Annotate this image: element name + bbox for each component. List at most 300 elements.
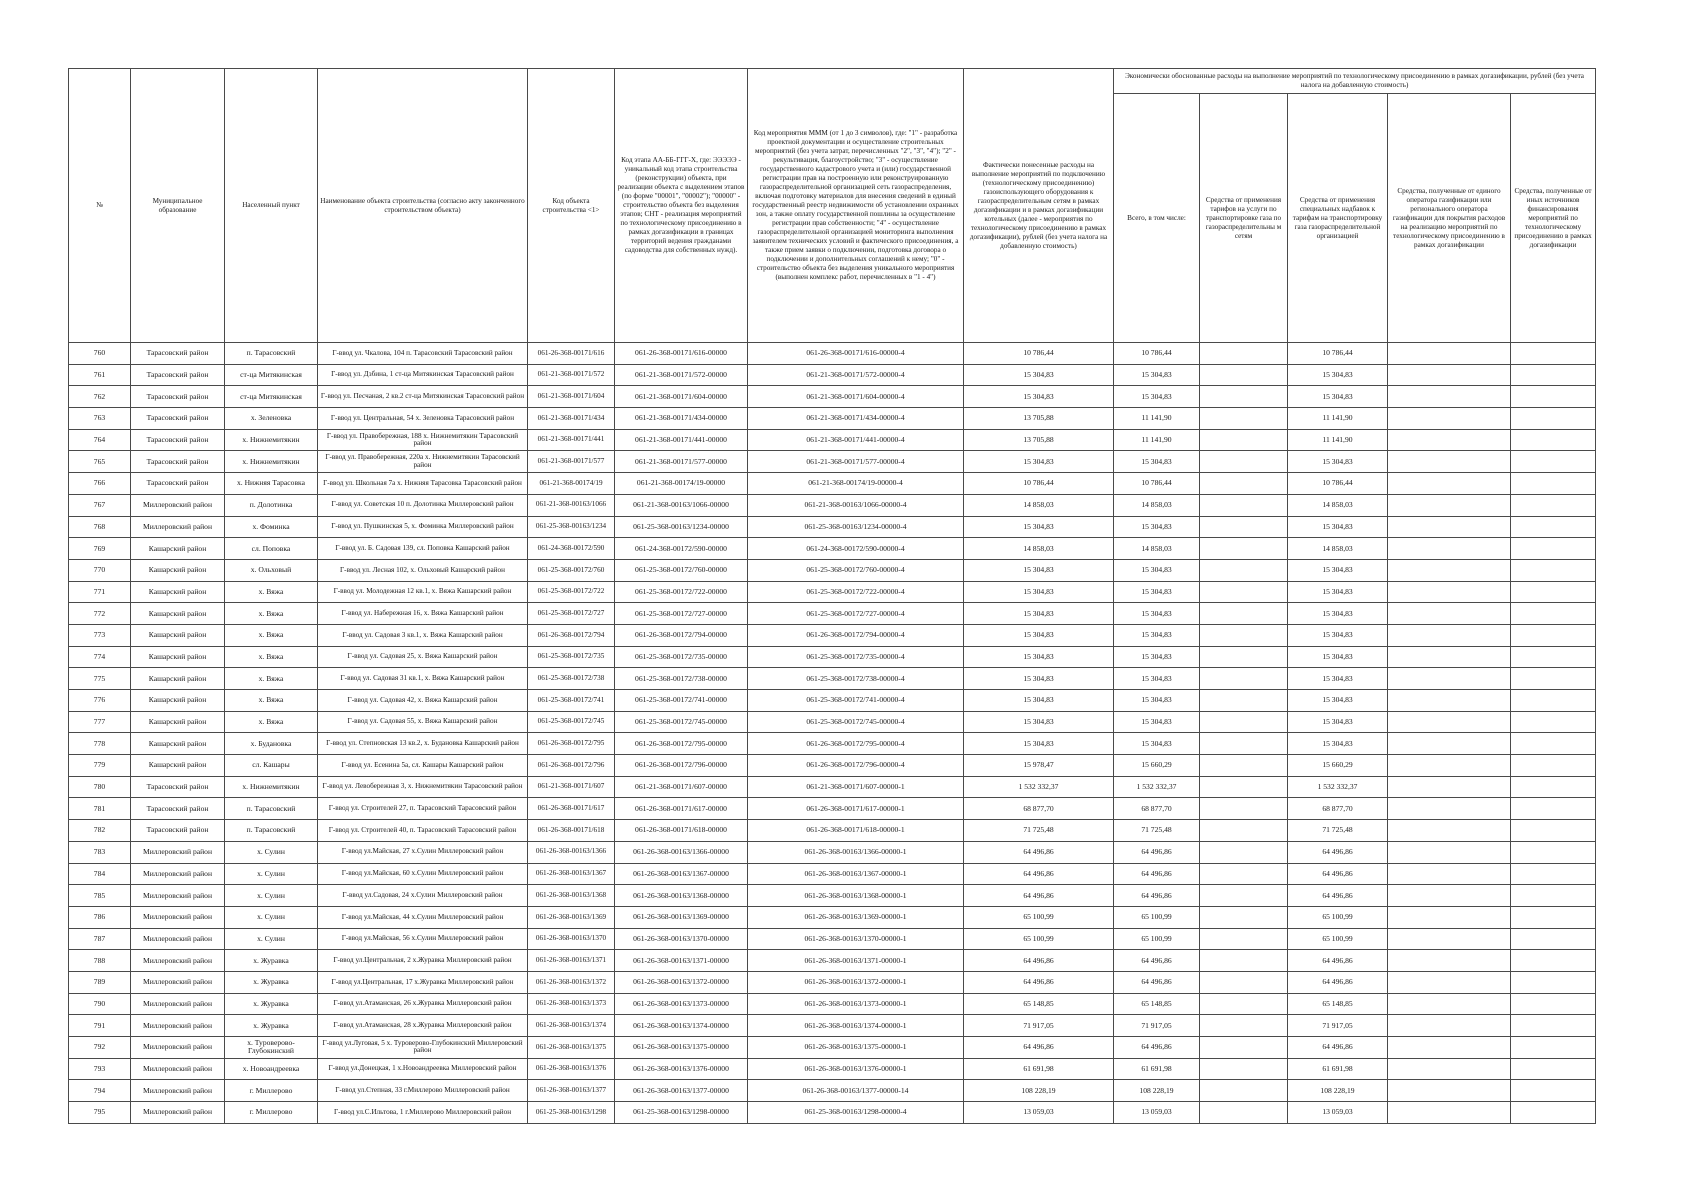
operator-funds-cell (1388, 798, 1511, 820)
actual-costs-cell: 64 496,86 (964, 885, 1114, 907)
other-funds-cell (1511, 1037, 1596, 1059)
stage-code-cell: 061-26-368-00172/795-00000 (615, 733, 748, 755)
object-code-cell: 061-26-368-00172/796 (528, 755, 615, 777)
total-cell: 10 786,44 (1114, 473, 1200, 495)
object-name-cell: Г-ввод ул.Садовая, 24 х.Сулин Миллеровский район (318, 885, 528, 907)
actual-costs-cell: 15 304,83 (964, 733, 1114, 755)
operator-funds-cell (1388, 581, 1511, 603)
row-number: 778 (69, 733, 131, 755)
municipality-cell: Миллеровский район (131, 1102, 225, 1124)
row-number: 794 (69, 1080, 131, 1102)
surcharge-funds-cell: 15 304,83 (1288, 690, 1388, 712)
other-funds-cell (1511, 559, 1596, 581)
stage-code-cell: 061-25-368-00163/1298-00000 (615, 1102, 748, 1124)
header-object-code: Код объекта строительства <1> (528, 69, 615, 343)
settlement-cell: х. Нижнемитякин (225, 776, 318, 798)
object-code-cell: 061-26-368-00172/794 (528, 624, 615, 646)
other-funds-cell (1511, 690, 1596, 712)
surcharge-funds-cell: 65 100,99 (1288, 928, 1388, 950)
event-code-cell: 061-26-368-00163/1370-00000-1 (748, 928, 964, 950)
event-code-cell: 061-26-368-00172/796-00000-4 (748, 755, 964, 777)
table-row (69, 1080, 1596, 1102)
event-code-cell: 061-26-368-00163/1367-00000-1 (748, 863, 964, 885)
object-name-cell: Г-ввод ул. Строителей 40, п. Тарасовский Тарасовский район (318, 820, 528, 842)
stage-code-cell: 061-25-368-00172/741-00000 (615, 690, 748, 712)
other-funds-cell (1511, 624, 1596, 646)
header-event-code: Код мероприятия МММ (от 1 до 3 символов), где: "1" - разработка проектной документации и осуществление строительных мероприятий (без учета затрат, перечисленных "2", "3", "4"); "2" - рекультивация, благоустройство; "3" - осуществление государственного кадастрового учета и (или) государственной регистрации прав на построенную или реконструированную газораспределительной организацией сеть газораспределения, включая подготовку материалов для внесения сведений в единый государственный реестр недвижимости об установлении охранных зон, а также оплату государственной пошлины за осуществление регистрации прав собственности; "4" - осуществление газораспределительной организацией мониторинга выполнения заявителем технических условий и фактического присоединения, а также прием заявки о подключении, подготовка договора о подключении и дополнительных соглашений к нему; "0" - строительство объекта без выделения уникального мероприятия (выполнен комплекс работ, перечисленных в "1 - 4") (748, 69, 964, 343)
document-sheet (68, 68, 1595, 1124)
settlement-cell: х. Будановка (225, 733, 318, 755)
tariff-funds-cell (1200, 1037, 1288, 1059)
total-cell: 65 100,99 (1114, 928, 1200, 950)
object-name-cell: Г-ввод ул. Чкалова, 104 п. Тарасовский Тарасовский район (318, 343, 528, 365)
object-name-cell: Г-ввод ул. Лесная 102, х. Ольховый Кашарский район (318, 559, 528, 581)
municipality-cell: Кашарский район (131, 624, 225, 646)
object-code-cell: 061-21-368-00163/1066 (528, 494, 615, 516)
object-code-cell: 061-21-368-00174/19 (528, 473, 615, 495)
object-name-cell: Г-ввод ул.Майская, 44 х.Сулин Миллеровский район (318, 906, 528, 928)
other-funds-cell (1511, 755, 1596, 777)
object-name-cell: Г-ввод ул. Степновская 13 кв.2, х. Будановка Кашарский район (318, 733, 528, 755)
municipality-cell: Кашарский район (131, 733, 225, 755)
operator-funds-cell (1388, 408, 1511, 430)
settlement-cell: х. Сулин (225, 928, 318, 950)
table-row (69, 386, 1596, 408)
municipality-cell: Миллеровский район (131, 1037, 225, 1059)
object-name-cell: Г-ввод ул.Центральная, 17 х.Журавка Миллеровский район (318, 971, 528, 993)
actual-costs-cell: 15 304,83 (964, 646, 1114, 668)
object-code-cell: 061-21-368-00171/441 (528, 429, 615, 451)
actual-costs-cell: 14 858,03 (964, 494, 1114, 516)
settlement-cell: х. Сулин (225, 906, 318, 928)
settlement-cell: сл. Поповка (225, 538, 318, 560)
table-row (69, 516, 1596, 538)
actual-costs-cell: 64 496,86 (964, 950, 1114, 972)
object-code-cell: 061-25-368-00172/745 (528, 711, 615, 733)
surcharge-funds-cell: 71 725,48 (1288, 820, 1388, 842)
object-code-cell: 061-26-368-00163/1375 (528, 1037, 615, 1059)
object-code-cell: 061-25-368-00172/722 (528, 581, 615, 603)
other-funds-cell (1511, 451, 1596, 473)
object-name-cell: Г-ввод ул. Садовая 25, х. Вяжа Кашарский район (318, 646, 528, 668)
table-row (69, 798, 1596, 820)
other-funds-cell (1511, 429, 1596, 451)
table-row (69, 668, 1596, 690)
municipality-cell: Тарасовский район (131, 386, 225, 408)
settlement-cell: х. Вяжа (225, 711, 318, 733)
tariff-funds-cell (1200, 1080, 1288, 1102)
settlement-cell: п. Тарасовский (225, 820, 318, 842)
object-name-cell: Г-ввод ул. Советская 10 п. Долотинка Миллеровский район (318, 494, 528, 516)
actual-costs-cell: 15 304,83 (964, 516, 1114, 538)
object-code-cell: 061-26-368-00163/1376 (528, 1058, 615, 1080)
table-row (69, 451, 1596, 473)
stage-code-cell: 061-26-368-00171/617-00000 (615, 798, 748, 820)
surcharge-funds-cell: 15 304,83 (1288, 581, 1388, 603)
surcharge-funds-cell: 64 496,86 (1288, 950, 1388, 972)
settlement-cell: х. Вяжа (225, 581, 318, 603)
object-name-cell: Г-ввод ул. Центральная, 54 х. Зеленовка Тарасовский район (318, 408, 528, 430)
surcharge-funds-cell: 64 496,86 (1288, 863, 1388, 885)
municipality-cell: Миллеровский район (131, 993, 225, 1015)
table-row (69, 408, 1596, 430)
event-code-cell: 061-21-368-00171/604-00000-4 (748, 386, 964, 408)
actual-costs-cell: 15 304,83 (964, 364, 1114, 386)
settlement-cell: х. Зеленовка (225, 408, 318, 430)
other-funds-cell (1511, 581, 1596, 603)
stage-code-cell: 061-25-368-00163/1234-00000 (615, 516, 748, 538)
event-code-cell: 061-25-368-00172/735-00000-4 (748, 646, 964, 668)
actual-costs-cell: 13 705,88 (964, 429, 1114, 451)
event-code-cell: 061-21-368-00171/577-00000-4 (748, 451, 964, 473)
operator-funds-cell (1388, 885, 1511, 907)
tariff-funds-cell (1200, 841, 1288, 863)
row-number: 770 (69, 559, 131, 581)
object-code-cell: 061-26-368-00163/1369 (528, 906, 615, 928)
header-other-funds: Средства, полученные от иных источников финансирования мероприятий по технологическому присоединению в рамках догазификации (1511, 94, 1596, 343)
stage-code-cell: 061-25-368-00172/727-00000 (615, 603, 748, 625)
settlement-cell: х. Вяжа (225, 646, 318, 668)
surcharge-funds-cell: 15 304,83 (1288, 624, 1388, 646)
object-name-cell: Г-ввод ул.Атаманская, 28 х.Журавка Миллеровский район (318, 1015, 528, 1037)
header-actual-costs: Фактически понесенные расходы на выполнение мероприятий по подключению (технологическому присоединению) газоиспользующего оборудования к газораспределительным сетям в рамках догазификации и в рамках догазификации котельных (далее - мероприятия по технологическому присоединению в рамках догазификации), рублей (без учета налога на добавленную стоимость) (964, 69, 1114, 343)
municipality-cell: Миллеровский район (131, 1015, 225, 1037)
tariff-funds-cell (1200, 646, 1288, 668)
stage-code-cell: 061-26-368-00163/1373-00000 (615, 993, 748, 1015)
object-name-cell: Г-ввод ул. Садовая 55, х. Вяжа Кашарский район (318, 711, 528, 733)
row-number: 777 (69, 711, 131, 733)
surcharge-funds-cell: 15 304,83 (1288, 646, 1388, 668)
total-cell: 15 304,83 (1114, 559, 1200, 581)
table-row (69, 581, 1596, 603)
row-number: 791 (69, 1015, 131, 1037)
object-code-cell: 061-26-368-00163/1367 (528, 863, 615, 885)
object-name-cell: Г-ввод ул. Левобережная 3, х. Нижнемитякин Тарасовский район (318, 776, 528, 798)
table-row (69, 473, 1596, 495)
settlement-cell: х. Ольховый (225, 559, 318, 581)
total-cell: 14 858,03 (1114, 538, 1200, 560)
actual-costs-cell: 14 858,03 (964, 538, 1114, 560)
stage-code-cell: 061-21-368-00171/434-00000 (615, 408, 748, 430)
other-funds-cell (1511, 386, 1596, 408)
municipality-cell: Миллеровский район (131, 971, 225, 993)
tariff-funds-cell (1200, 906, 1288, 928)
operator-funds-cell (1388, 820, 1511, 842)
event-code-cell: 061-26-368-00163/1368-00000-1 (748, 885, 964, 907)
operator-funds-cell (1388, 690, 1511, 712)
header-tariff-funds: Средства от применения тарифов на услуги по транспортировке газа по газораспределительны м сетям (1200, 94, 1288, 343)
other-funds-cell (1511, 950, 1596, 972)
header-surcharge-funds: Средства от применения специальных надбавок к тарифам на транспортировку газа газораспределительной организацией (1288, 94, 1388, 343)
stage-code-cell: 061-21-368-00174/19-00000 (615, 473, 748, 495)
operator-funds-cell (1388, 1102, 1511, 1124)
stage-code-cell: 061-25-368-00172/735-00000 (615, 646, 748, 668)
tariff-funds-cell (1200, 950, 1288, 972)
municipality-cell: Тарасовский район (131, 820, 225, 842)
tariff-funds-cell (1200, 516, 1288, 538)
other-funds-cell (1511, 603, 1596, 625)
table-row (69, 711, 1596, 733)
actual-costs-cell: 68 877,70 (964, 798, 1114, 820)
object-name-cell: Г-ввод ул. Б. Садовая 139, сл. Поповка Кашарский район (318, 538, 528, 560)
row-number: 763 (69, 408, 131, 430)
object-code-cell: 061-26-368-00163/1373 (528, 993, 615, 1015)
stage-code-cell: 061-21-368-00171/607-00000 (615, 776, 748, 798)
total-cell: 71 725,48 (1114, 820, 1200, 842)
total-cell: 15 304,83 (1114, 690, 1200, 712)
stage-code-cell: 061-21-368-00163/1066-00000 (615, 494, 748, 516)
header-municipality: Муниципальное образование (131, 69, 225, 343)
table-row (69, 863, 1596, 885)
row-number: 788 (69, 950, 131, 972)
actual-costs-cell: 15 304,83 (964, 581, 1114, 603)
object-code-cell: 061-26-368-00163/1366 (528, 841, 615, 863)
surcharge-funds-cell: 11 141,90 (1288, 408, 1388, 430)
object-name-cell: Г-ввод ул.Степная, 33 г.Миллерово Миллеровский район (318, 1080, 528, 1102)
surcharge-funds-cell: 14 858,03 (1288, 494, 1388, 516)
event-code-cell: 061-26-368-00163/1371-00000-1 (748, 950, 964, 972)
object-name-cell: Г-ввод ул. Молодежная 12 кв.1, х. Вяжа Кашарский район (318, 581, 528, 603)
total-cell: 64 496,86 (1114, 841, 1200, 863)
municipality-cell: Кашарский район (131, 603, 225, 625)
object-code-cell: 061-26-368-00171/618 (528, 820, 615, 842)
object-code-cell: 061-25-368-00172/760 (528, 559, 615, 581)
operator-funds-cell (1388, 733, 1511, 755)
settlement-cell: х. Сулин (225, 863, 318, 885)
other-funds-cell (1511, 993, 1596, 1015)
object-code-cell: 061-21-368-00171/434 (528, 408, 615, 430)
actual-costs-cell: 13 705,88 (964, 408, 1114, 430)
surcharge-funds-cell: 65 100,99 (1288, 906, 1388, 928)
object-code-cell: 061-21-368-00171/607 (528, 776, 615, 798)
settlement-cell: х. Журавка (225, 993, 318, 1015)
object-code-cell: 061-21-368-00171/572 (528, 364, 615, 386)
event-code-cell: 061-21-368-00163/1066-00000-4 (748, 494, 964, 516)
municipality-cell: Миллеровский район (131, 1080, 225, 1102)
stage-code-cell: 061-26-368-00163/1368-00000 (615, 885, 748, 907)
actual-costs-cell: 61 691,98 (964, 1058, 1114, 1080)
other-funds-cell (1511, 408, 1596, 430)
operator-funds-cell (1388, 386, 1511, 408)
tariff-funds-cell (1200, 993, 1288, 1015)
stage-code-cell: 061-26-368-00163/1369-00000 (615, 906, 748, 928)
row-number: 766 (69, 473, 131, 495)
row-number: 765 (69, 451, 131, 473)
object-name-cell: Г-ввод ул. Набережная 16, х. Вяжа Кашарский район (318, 603, 528, 625)
total-cell: 1 532 332,37 (1114, 776, 1200, 798)
table-row (69, 820, 1596, 842)
table-row (69, 950, 1596, 972)
operator-funds-cell (1388, 668, 1511, 690)
object-name-cell: Г-ввод ул. Дзбина, 1 ст-ца Митякинская Тарасовский район (318, 364, 528, 386)
stage-code-cell: 061-25-368-00172/722-00000 (615, 581, 748, 603)
settlement-cell: х. Нижнемитякин (225, 429, 318, 451)
surcharge-funds-cell: 15 304,83 (1288, 711, 1388, 733)
total-cell: 15 304,83 (1114, 668, 1200, 690)
municipality-cell: Кашарский район (131, 559, 225, 581)
actual-costs-cell: 15 304,83 (964, 690, 1114, 712)
tariff-funds-cell (1200, 603, 1288, 625)
event-code-cell: 061-26-368-00163/1375-00000-1 (748, 1037, 964, 1059)
object-name-cell: Г-ввод ул.Атаманская, 26 х.Журавка Миллеровский район (318, 993, 528, 1015)
operator-funds-cell (1388, 776, 1511, 798)
row-number: 781 (69, 798, 131, 820)
table-row (69, 755, 1596, 777)
stage-code-cell: 061-25-368-00172/760-00000 (615, 559, 748, 581)
row-number: 772 (69, 603, 131, 625)
row-number: 767 (69, 494, 131, 516)
surcharge-funds-cell: 15 304,83 (1288, 603, 1388, 625)
surcharge-funds-cell: 15 304,83 (1288, 668, 1388, 690)
tariff-funds-cell (1200, 451, 1288, 473)
settlement-cell: х. Вяжа (225, 624, 318, 646)
settlement-cell: х. Фоминка (225, 516, 318, 538)
settlement-cell: х. Журавка (225, 950, 318, 972)
row-number: 762 (69, 386, 131, 408)
settlement-cell: х. Вяжа (225, 690, 318, 712)
stage-code-cell: 061-26-368-00163/1371-00000 (615, 950, 748, 972)
object-code-cell: 061-26-368-00163/1374 (528, 1015, 615, 1037)
object-code-cell: 061-26-368-00163/1377 (528, 1080, 615, 1102)
object-code-cell: 061-26-368-00163/1372 (528, 971, 615, 993)
stage-code-cell: 061-24-368-00172/590-00000 (615, 538, 748, 560)
tariff-funds-cell (1200, 581, 1288, 603)
surcharge-funds-cell: 108 228,19 (1288, 1080, 1388, 1102)
total-cell: 15 660,29 (1114, 755, 1200, 777)
operator-funds-cell (1388, 343, 1511, 365)
surcharge-funds-cell: 14 858,03 (1288, 538, 1388, 560)
municipality-cell: Тарасовский район (131, 451, 225, 473)
municipality-cell: Тарасовский район (131, 429, 225, 451)
header-num: № (69, 69, 131, 343)
stage-code-cell: 061-26-368-00163/1366-00000 (615, 841, 748, 863)
actual-costs-cell: 15 304,83 (964, 386, 1114, 408)
total-cell: 65 100,99 (1114, 906, 1200, 928)
municipality-cell: Миллеровский район (131, 1058, 225, 1080)
object-code-cell: 061-25-368-00172/727 (528, 603, 615, 625)
event-code-cell: 061-21-368-00171/607-00000-1 (748, 776, 964, 798)
total-cell: 11 141,90 (1114, 408, 1200, 430)
total-cell: 15 304,83 (1114, 711, 1200, 733)
row-number: 795 (69, 1102, 131, 1124)
municipality-cell: Кашарский район (131, 668, 225, 690)
settlement-cell: х. Туроверово-Глубокинский (225, 1037, 318, 1059)
event-code-cell: 061-26-368-00172/794-00000-4 (748, 624, 964, 646)
object-name-cell: Г-ввод ул.Майская, 56 х.Сулин Миллеровский район (318, 928, 528, 950)
header-total: Всего, в том числе: (1114, 94, 1200, 343)
settlement-cell: п. Долотинка (225, 494, 318, 516)
settlement-cell: х. Журавка (225, 971, 318, 993)
other-funds-cell (1511, 343, 1596, 365)
settlement-cell: п. Тарасовский (225, 798, 318, 820)
other-funds-cell (1511, 885, 1596, 907)
other-funds-cell (1511, 516, 1596, 538)
object-code-cell: 061-25-368-00163/1298 (528, 1102, 615, 1124)
settlement-cell: х. Вяжа (225, 668, 318, 690)
object-name-cell: Г-ввод ул. Садовая 42, х. Вяжа Кашарский район (318, 690, 528, 712)
event-code-cell: 061-21-368-00171/434-00000-4 (748, 408, 964, 430)
actual-costs-cell: 65 100,99 (964, 906, 1114, 928)
other-funds-cell (1511, 928, 1596, 950)
operator-funds-cell (1388, 603, 1511, 625)
settlement-cell: п. Тарасовский (225, 343, 318, 365)
operator-funds-cell (1388, 928, 1511, 950)
table-row (69, 885, 1596, 907)
table-row (69, 733, 1596, 755)
municipality-cell: Миллеровский район (131, 841, 225, 863)
municipality-cell: Миллеровский район (131, 950, 225, 972)
event-code-cell: 061-25-368-00172/745-00000-4 (748, 711, 964, 733)
stage-code-cell: 061-25-368-00172/745-00000 (615, 711, 748, 733)
surcharge-funds-cell: 15 660,29 (1288, 755, 1388, 777)
total-cell: 64 496,86 (1114, 971, 1200, 993)
settlement-cell: г. Миллерово (225, 1080, 318, 1102)
costs-table (68, 68, 1596, 1124)
surcharge-funds-cell: 15 304,83 (1288, 364, 1388, 386)
tariff-funds-cell (1200, 733, 1288, 755)
table-row (69, 1102, 1596, 1124)
tariff-funds-cell (1200, 538, 1288, 560)
object-name-cell: Г-ввод ул.Донецкая, 1 х.Новоандреевка Миллеровский район (318, 1058, 528, 1080)
row-number: 764 (69, 429, 131, 451)
operator-funds-cell (1388, 646, 1511, 668)
header-object-name: Наименование объекта строительства (согласно акту законченного строительством объекта) (318, 69, 528, 343)
settlement-cell: ст-ца Митякинская (225, 364, 318, 386)
stage-code-cell: 061-21-368-00171/604-00000 (615, 386, 748, 408)
object-name-cell: Г-ввод ул.С.Ильтова, 1 г.Миллерово Миллеровский район (318, 1102, 528, 1124)
other-funds-cell (1511, 1015, 1596, 1037)
total-cell: 13 059,03 (1114, 1102, 1200, 1124)
stage-code-cell: 061-26-368-00163/1377-00000 (615, 1080, 748, 1102)
actual-costs-cell: 15 304,83 (964, 668, 1114, 690)
actual-costs-cell: 15 304,83 (964, 624, 1114, 646)
event-code-cell: 061-21-368-00171/441-00000-4 (748, 429, 964, 451)
tariff-funds-cell (1200, 408, 1288, 430)
operator-funds-cell (1388, 971, 1511, 993)
total-cell: 65 148,85 (1114, 993, 1200, 1015)
surcharge-funds-cell: 15 304,83 (1288, 559, 1388, 581)
operator-funds-cell (1388, 863, 1511, 885)
object-code-cell: 061-26-368-00171/616 (528, 343, 615, 365)
operator-funds-cell (1388, 364, 1511, 386)
actual-costs-cell: 10 786,44 (964, 473, 1114, 495)
operator-funds-cell (1388, 494, 1511, 516)
tariff-funds-cell (1200, 776, 1288, 798)
total-cell: 15 304,83 (1114, 646, 1200, 668)
surcharge-funds-cell: 11 141,90 (1288, 429, 1388, 451)
table-row (69, 776, 1596, 798)
tariff-funds-cell (1200, 971, 1288, 993)
total-cell: 64 496,86 (1114, 1037, 1200, 1059)
table-row (69, 646, 1596, 668)
actual-costs-cell: 15 304,83 (964, 451, 1114, 473)
surcharge-funds-cell: 64 496,86 (1288, 841, 1388, 863)
event-code-cell: 061-26-368-00163/1373-00000-1 (748, 993, 964, 1015)
table-row (69, 993, 1596, 1015)
tariff-funds-cell (1200, 668, 1288, 690)
total-cell: 61 691,98 (1114, 1058, 1200, 1080)
row-number: 760 (69, 343, 131, 365)
operator-funds-cell (1388, 993, 1511, 1015)
settlement-cell: х. Журавка (225, 1015, 318, 1037)
tariff-funds-cell (1200, 364, 1288, 386)
table-row (69, 1058, 1596, 1080)
table-row (69, 971, 1596, 993)
surcharge-funds-cell: 15 304,83 (1288, 451, 1388, 473)
table-row (69, 906, 1596, 928)
row-number: 769 (69, 538, 131, 560)
other-funds-cell (1511, 798, 1596, 820)
